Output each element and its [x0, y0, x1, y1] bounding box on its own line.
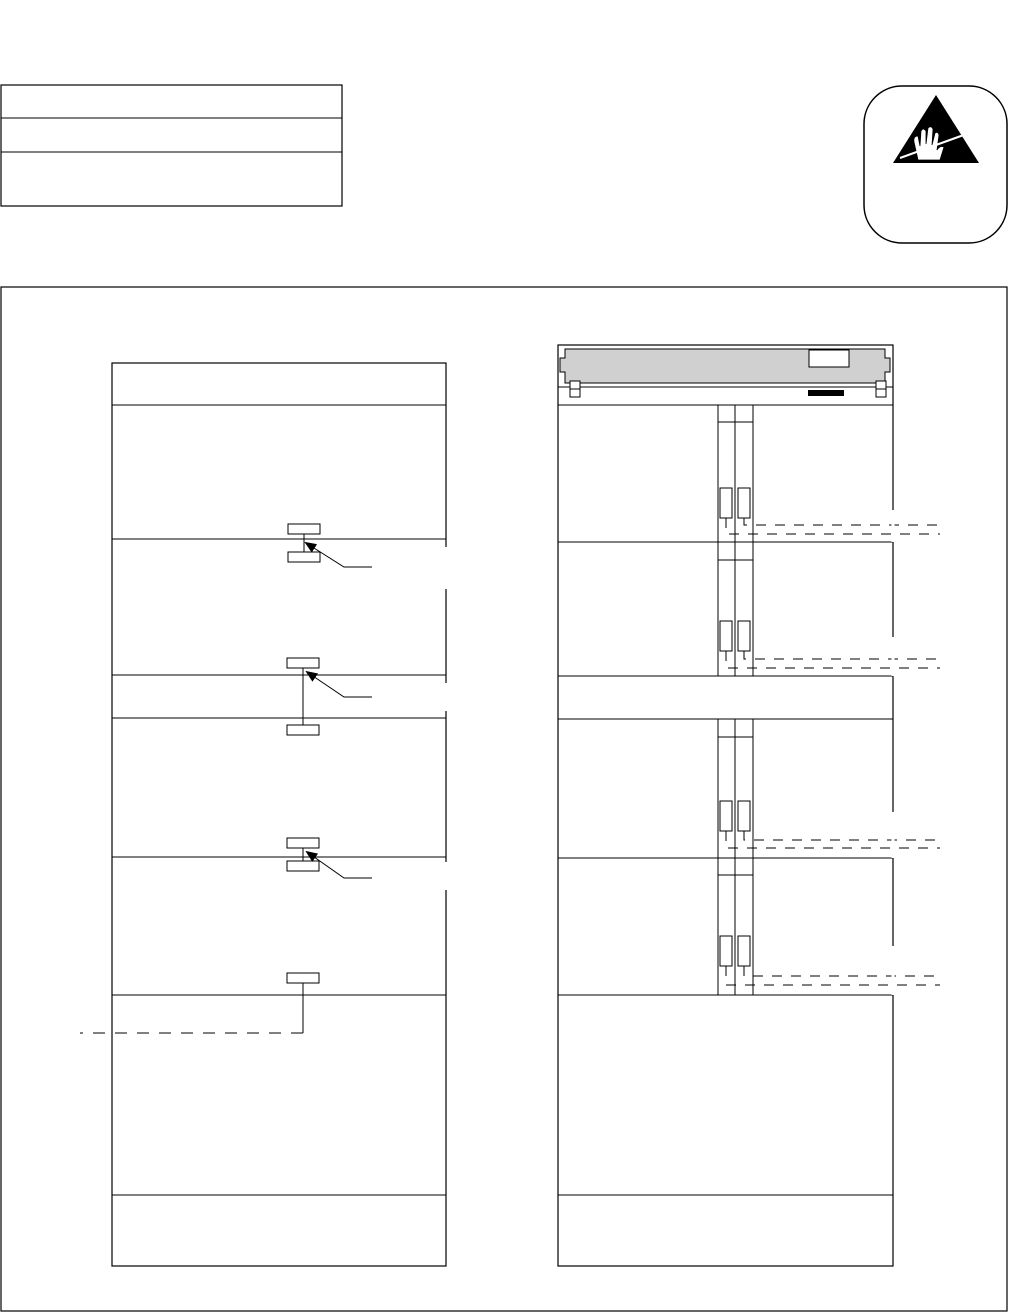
callouts	[306, 543, 372, 878]
connector-1a	[288, 524, 320, 534]
connector-2a	[287, 658, 319, 668]
connector-4	[287, 973, 319, 983]
panel-edge-gaps	[446, 510, 893, 995]
card-handle-bar	[558, 349, 893, 397]
handle-label-slot	[809, 350, 849, 367]
callout-arrow-2	[307, 672, 372, 697]
right-panel	[558, 345, 940, 1266]
esd-warning-icon	[864, 86, 1007, 243]
connector-1b	[288, 552, 320, 562]
connector-3b	[287, 861, 319, 871]
handle-latch	[808, 390, 844, 396]
left-panel	[80, 363, 446, 1266]
figure-frame	[1, 287, 1007, 1311]
header-table	[1, 85, 342, 206]
connector-2b	[287, 725, 319, 735]
connector-3a	[287, 838, 319, 848]
